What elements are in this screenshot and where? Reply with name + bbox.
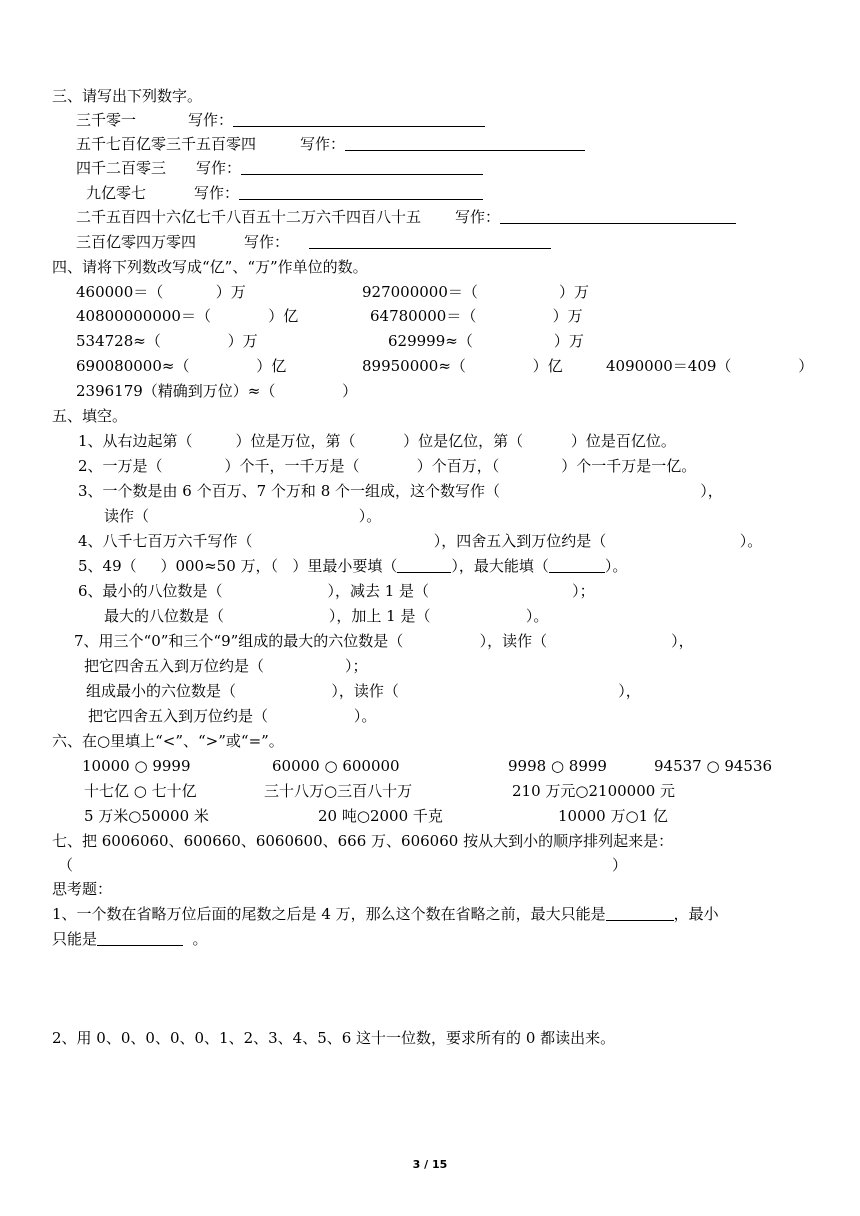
s3-item-3-number: 四千二百零三 [76,159,167,177]
think-q1-end: 。 [183,930,208,948]
s3-item-4 [86,183,483,203]
s3-item-6-label: 写作： [244,233,290,251]
s5-question-4[interactable]: 4、八千七百万六千写作（ ），四舍五入到万位约是（ ）。 [78,532,763,550]
think-q1-text-2: ，最小 [673,905,719,923]
s3-item-3-blank[interactable] [241,159,483,175]
s5-question-5-text: 5、49（ ）000≈50 万，（ ）里最小要填（ [78,557,398,575]
s4-item[interactable]: 460000＝（ ）万 [76,283,246,301]
s4-item[interactable]: 64780000＝（ ）万 [370,307,583,325]
s6-compare-item[interactable]: 10000 万○1 亿 [558,807,668,825]
s5-question-2[interactable]: 2、一万是（ ）个千，一千万是（ ）个百万，（ ）个一千万是一亿。 [78,457,697,475]
section-7-heading: 七、把 6006060、600660、6060600、666 万、606060 按从大到小的顺序排列起来是： [52,832,674,850]
think-q1-text-3: 只能是 [52,930,98,948]
s4-item[interactable]: 2396179（精确到万位）≈（ ） [76,382,358,400]
think-heading: 思考题： [52,880,113,898]
s6-compare-item[interactable]: 10000 ○ 9999 [82,757,191,775]
s3-item-5-blank[interactable] [500,208,736,224]
s3-item-1-blank[interactable] [233,111,485,127]
think-q1-max-blank[interactable] [606,905,674,921]
s4-item[interactable]: 629999≈（ ）万 [388,332,584,350]
s4-item[interactable]: 927000000＝（ ）万 [362,283,589,301]
s7-answer-open[interactable]: （ [58,856,74,874]
s3-item-6-blank[interactable] [309,233,551,249]
section-6-heading: 六、在○里填上“<”、“>”或“=”。 [52,732,284,750]
s3-item-4-label: 写作： [194,184,240,202]
think-q1-text: 1、一个数在省略万位后面的尾数之后是 4 万，那么这个数在省略之前，最大只能是 [52,905,606,923]
s6-compare-item[interactable]: 三十八万○三百八十万 [264,782,413,800]
s3-item-2 [76,134,585,154]
s5-q5-min-blank[interactable] [397,557,451,573]
s3-item-2-blank[interactable] [345,135,585,151]
s3-item-1-label: 写作： [188,111,234,129]
s6-compare-item[interactable]: 十七亿 ○ 七十亿 [84,782,197,800]
s5-question-3-read[interactable]: 读作（ ）。 [104,507,382,525]
s5-question-7b[interactable]: 把它四舍五入到万位约是（ ）； [84,657,368,675]
s6-compare-item[interactable]: 210 万元○2100000 元 [512,782,676,800]
s3-item-5 [76,207,736,227]
s5-question-7d[interactable]: 把它四舍五入到万位约是（ ）。 [88,707,377,725]
s3-item-2-number: 五千七百亿零三千五百零四 [76,135,257,153]
section-3-heading: 三、请写出下列数字。 [52,87,203,105]
think-question-1 [52,904,719,924]
s6-compare-item[interactable]: 20 吨○2000 千克 [318,807,443,825]
s3-item-2-label: 写作： [300,135,346,153]
s3-item-6-number: 三百亿零四万零四 [76,233,197,251]
s6-compare-item[interactable]: 60000 ○ 600000 [272,757,400,775]
s5-question-6b[interactable]: 最大的八位数是（ ），加上 1 是（ ）。 [104,607,549,625]
s3-item-4-number: 九亿零七 [86,184,147,202]
s3-item-4-blank[interactable] [239,184,483,200]
s5-question-5-text-2: ），最大能填（ [451,557,549,575]
s4-item[interactable]: 690080000≈（ ）亿 [76,357,287,375]
s5-question-3[interactable]: 3、一个数是由 6 个百万、7 个万和 8 个一组成，这个数写作（ ）， [78,482,723,500]
s5-question-1[interactable]: 1、从右边起第（ ）位是万位，第（ ）位是亿位，第（ ）位是百亿位。 [78,432,676,450]
s3-item-5-number: 二千五百四十六亿七千八百五十二万六千四百八十五 [76,208,422,226]
think-q1-min-blank[interactable] [97,930,183,946]
s5-question-7c[interactable]: 组成最小的六位数是（ ），读作（ ）， [86,682,641,700]
s6-compare-item[interactable]: 94537 ○ 94536 [654,757,773,775]
s3-item-6 [76,232,551,252]
section-5-heading: 五、填空。 [52,407,128,425]
s4-item[interactable]: 534728≈（ ）万 [76,332,258,350]
s4-item[interactable]: 40800000000＝（ ）亿 [76,307,299,325]
s5-q5-max-blank[interactable] [549,557,605,573]
s6-compare-item[interactable]: 5 万米○50000 米 [84,807,209,825]
s7-answer-close[interactable]: ） [612,856,628,874]
page-number: 3 / 15 [412,1158,448,1171]
s3-item-5-label: 写作： [455,208,501,226]
s5-question-7[interactable]: 7、用三个“0”和三个“9”组成的最大的六位数是（ ），读作（ ）， [74,632,694,650]
think-question-2: 2、用 0、0、0、0、0、1、2、3、4、5、6 这十一位数，要求所有的 0 都读出来。 [52,1029,616,1047]
think-question-1-cont [52,929,208,949]
s5-question-6[interactable]: 6、最小的八位数是（ ），减去 1 是（ ）； [78,582,595,600]
s5-question-5-end: ）。 [604,557,628,575]
s6-compare-item[interactable]: 9998 ○ 8999 [508,757,607,775]
s3-item-3-label: 写作： [196,159,242,177]
s3-item-1-number: 三千零一 [76,111,137,129]
s4-item[interactable]: 4090000＝409（ ） [606,357,814,375]
s4-item[interactable]: 89950000≈（ ）亿 [362,357,563,375]
s3-item-3 [76,158,483,178]
section-4-heading: 四、请将下列数改写成“亿”、“万”作单位的数。 [52,258,368,276]
s3-item-1 [76,110,485,130]
s5-question-5 [78,556,627,576]
